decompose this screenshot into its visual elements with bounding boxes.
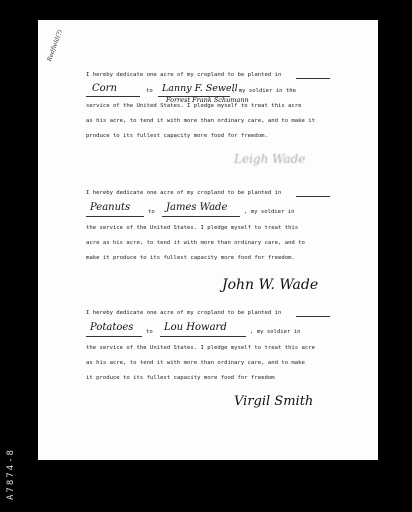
pledge-3-line1: I hereby dedicate one acre of my cropland to be planted in (86, 310, 282, 316)
pledge-3-line5: it produce to its fullest capacity more food for freedom (86, 375, 275, 381)
pledge-1-blank (296, 78, 330, 79)
pledge-1-line4: as his acre, to tend it with more than ordinary care, and to make it (86, 118, 316, 124)
margin-note: Redfield(?) (46, 28, 64, 63)
pledge-1-soldier-note: Forrest Frank Schumann (166, 96, 249, 104)
pledge-2-line2-end: , my soldier in (244, 209, 295, 215)
pledge-3-crop-underline (86, 336, 142, 337)
pledge-2-to: to (148, 209, 155, 215)
pledge-3-signature: Virgil Smith (234, 394, 314, 409)
pledge-2-line3: the service of the United States. I pledge myself to treat this (86, 225, 299, 231)
pledge-2-line4: acre as his acre, to tend it with more than ordinary care, and to (86, 240, 305, 246)
pledge-1-line1: I hereby dedicate one acre of my cropland to be planted in (86, 72, 282, 78)
pledge-2-line1: I hereby dedicate one acre of my cropland to be planted in (86, 190, 282, 196)
pledge-3-soldier: Lou Howard (164, 322, 227, 333)
film-edge-code: A7874-8 (6, 448, 16, 500)
pledge-3-line3: the service of the United States. I pledge myself to treat this acre (86, 345, 316, 351)
pledge-1-to: to (146, 88, 153, 94)
pledge-2-blank (296, 196, 330, 197)
pledge-1-soldier: Lanny F. Sewell (162, 83, 238, 94)
pledge-2-crop-underline (86, 216, 144, 217)
pledge-3-blank (296, 316, 330, 317)
pledge-3-soldier-underline (160, 336, 246, 337)
pledge-3-line2-end: , my soldier in (250, 329, 301, 335)
pledge-2-crop: Peanuts (90, 202, 131, 213)
pledge-1-crop: Corn (92, 83, 117, 94)
pledge-2-soldier-underline (162, 216, 240, 217)
pledge-2-signature: John W. Wade (222, 277, 319, 293)
pledge-1-crop-underline (86, 96, 140, 97)
pledge-1-line2-end: , my soldier in the (232, 88, 296, 94)
pledge-3-crop: Potatoes (90, 322, 134, 333)
pledge-3-line4: as his acre, to tend it with more than ordinary care, and to make (86, 360, 305, 366)
pledge-2-soldier: James Wade (166, 202, 228, 213)
pledge-1-line3: service of the United States. I pledge myself to treat this acre (86, 103, 302, 109)
pledge-3-to: to (146, 329, 153, 335)
pledge-1-line5: produce to its fullest capacity more food for freedom. (86, 133, 268, 139)
pledge-1-signature: Leigh Wade (234, 152, 306, 166)
pledge-2-line5: make it produce to its fullest capacity more food for freedom. (86, 255, 295, 261)
document-page (38, 20, 378, 460)
